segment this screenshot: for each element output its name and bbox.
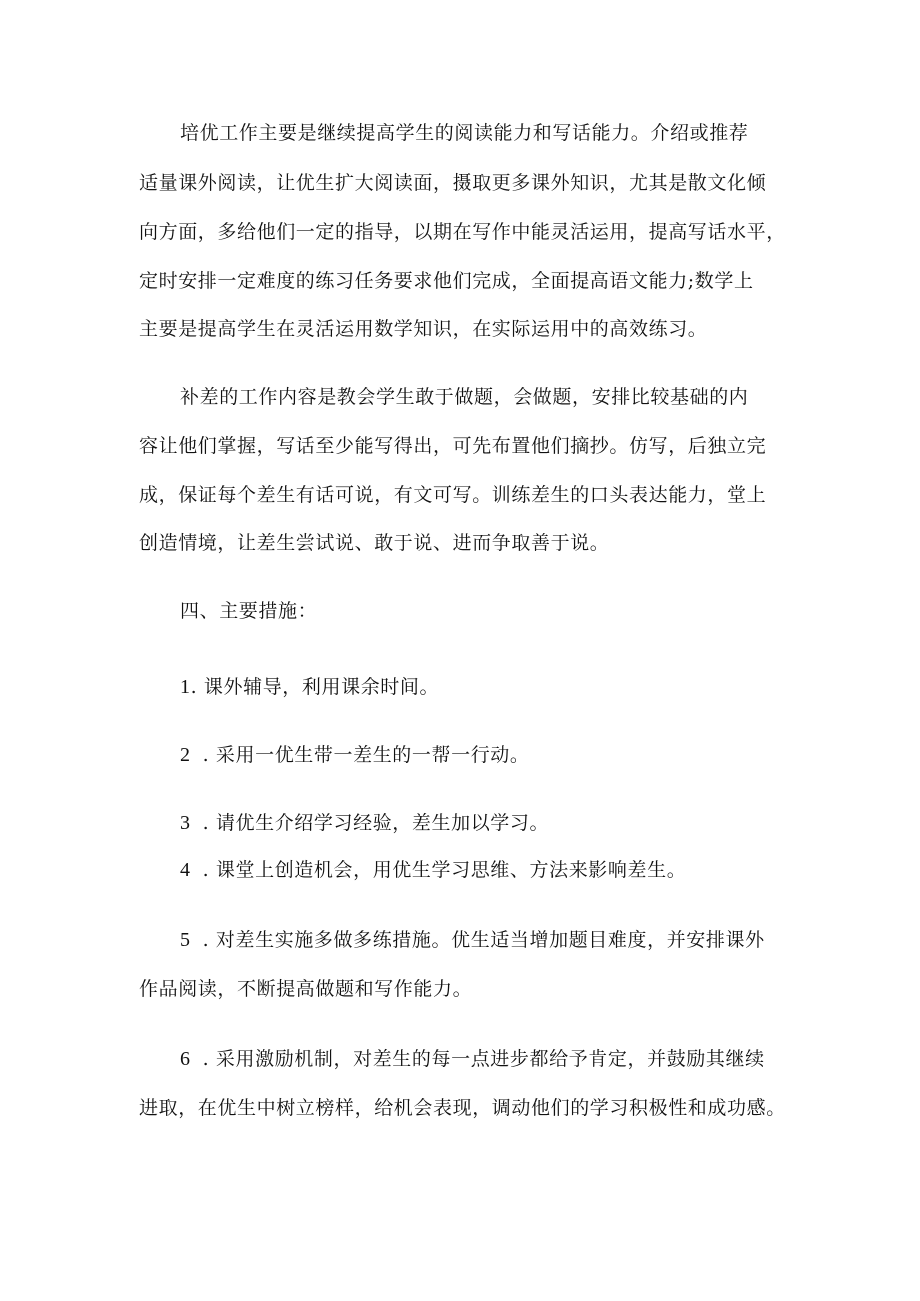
measure-number: 3 bbox=[180, 812, 191, 834]
measure-text: . 请优生介绍学习经验，差生加以学习。 bbox=[202, 812, 550, 834]
paragraph-2-line-3: 成，保证每个差生有话可说，有文可写。训练差生的口头表达能力，堂上 bbox=[139, 484, 767, 506]
measure-item-1 bbox=[180, 674, 439, 700]
paragraph-1-line-5: 主要是提高学生在灵活运用数学知识，在实际运用中的高效练习。 bbox=[139, 318, 708, 340]
measure-number: 2 bbox=[180, 744, 191, 766]
measure-number: 1 bbox=[180, 676, 191, 698]
measure-item-3 bbox=[180, 810, 549, 836]
measure-item-5 bbox=[180, 927, 765, 953]
measure-text: . 课堂上创造机会，用优生学习思维、方法来影响差生。 bbox=[202, 859, 687, 881]
section-heading: 四、主要措施： bbox=[180, 600, 318, 622]
paragraph-2-line-1: 补差的工作内容是教会学生敢于做题，会做题，安排比较基础的内 bbox=[180, 386, 749, 408]
measure-item-6 bbox=[180, 1046, 765, 1072]
paragraph-1-line-3: 向方面，多给他们一定的指导，以期在写作中能灵活运用，提高写话水平， bbox=[139, 221, 786, 243]
measure-item-2 bbox=[180, 742, 530, 768]
paragraph-1-line-2: 适量课外阅读，让优生扩大阅读面，摄取更多课外知识，尤其是散文化倾 bbox=[139, 172, 767, 194]
measure-text: . 采用激励机制，对差生的每一点进步都给予肯定，并鼓励其继续 bbox=[202, 1048, 765, 1070]
measure-number: 4 bbox=[180, 859, 191, 881]
paragraph-2-line-4: 创造情境，让差生尝试说、敢于说、进而争取善于说。 bbox=[139, 532, 610, 554]
measure-number: 5 bbox=[180, 929, 191, 951]
measure-number: 6 bbox=[180, 1048, 191, 1070]
measure-text: . 对差生实施多做多练措施。优生适当增加题目难度，并安排课外 bbox=[202, 929, 765, 951]
paragraph-1-line-4: 定时安排一定难度的练习任务要求他们完成，全面提高语文能力;数学上 bbox=[139, 270, 754, 292]
paragraph-1-line-1: 培优工作主要是继续提高学生的阅读能力和写话能力。介绍或推荐 bbox=[180, 122, 749, 144]
measure-text: . 采用一优生带一差生的一帮一行动。 bbox=[202, 744, 530, 766]
paragraph-2-line-2: 容让他们掌握，写话至少能写得出，可先布置他们摘抄。仿写，后独立完 bbox=[139, 435, 767, 457]
measure-text: . 课外辅导，利用课余时间。 bbox=[190, 676, 440, 698]
measure-item-4 bbox=[180, 857, 686, 883]
measure-item-5-continuation: 作品阅读，不断提高做题和写作能力。 bbox=[139, 978, 473, 1000]
measure-item-6-continuation: 进取，在优生中树立榜样，给机会表现，调动他们的学习积极性和成功感。 bbox=[139, 1097, 786, 1119]
